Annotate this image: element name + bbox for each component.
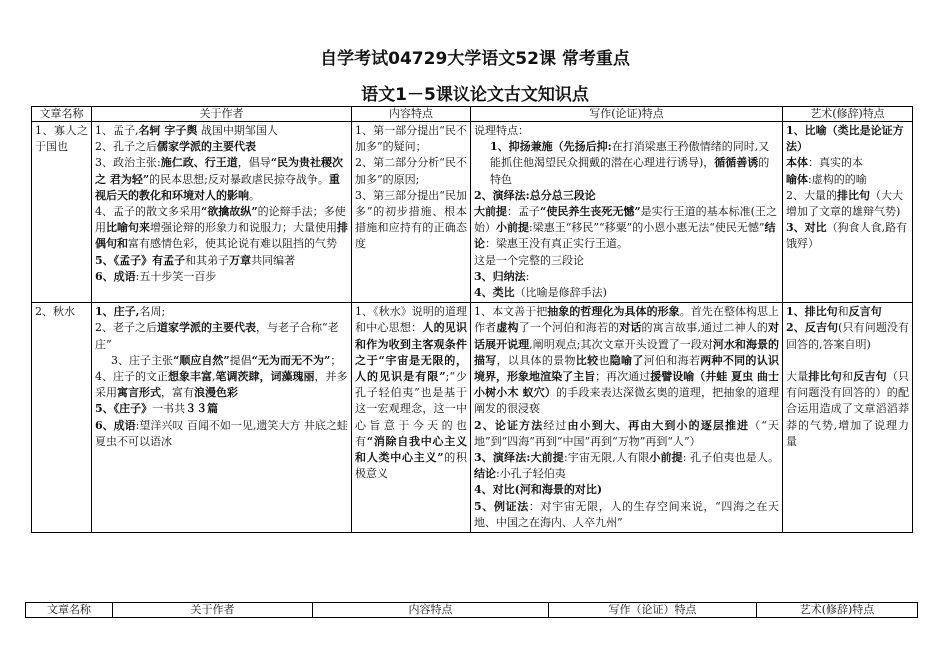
paragraph	[786, 155, 909, 171]
text: ，以具体的景物	[496, 353, 576, 367]
paragraph	[355, 304, 467, 482]
text: 一书共	[152, 402, 186, 416]
bold-text: 名轲 字子舆	[138, 124, 198, 137]
bold-text: 2、论证方法	[474, 418, 544, 432]
writing-cell	[471, 122, 783, 303]
paragraph	[95, 123, 348, 139]
text: ，并多采用	[95, 370, 348, 400]
document-subtitle: 语文1－5课议论文古文知识点	[361, 85, 589, 105]
text: 名周;	[139, 305, 166, 319]
bold-text: 想象丰富	[168, 370, 212, 384]
paragraph	[95, 353, 348, 369]
text: 的特色	[490, 156, 770, 186]
bold-text: 由小到大、再由大到小的逐层推进	[567, 418, 750, 432]
author-cell	[92, 122, 352, 303]
text: ，与老子合称“老庄”	[95, 321, 339, 351]
bold-text: 小前提	[649, 451, 683, 465]
bold-text: 大前提	[474, 205, 507, 219]
table-row	[32, 303, 913, 533]
text: 的手段来表达深微玄奥的道理，把抽象的道理阐发的很浸亵	[474, 386, 779, 416]
bold-text: 6、成语	[95, 418, 136, 432]
header-about-author: 关于作者	[92, 107, 352, 122]
header-writing-features: 写作（论证）特点	[549, 603, 757, 618]
paragraph	[474, 304, 779, 417]
text: ：孟子	[507, 205, 540, 219]
text: ：真实的本	[808, 156, 863, 170]
header-writing-features: 写作(论证)特点	[471, 107, 783, 122]
header-article-name: 文章名称	[26, 603, 113, 618]
bold-text: 儒家学派的主要代表	[157, 140, 256, 154]
text: 4、庄子的文正	[95, 370, 168, 384]
text: （只有问题没有回答的）的配合运用造成了文章滔滔莽莽的气势,增加了说理力量	[786, 370, 910, 448]
text: 提倡	[229, 353, 252, 367]
bold-text: 万章	[229, 253, 252, 267]
paragraph	[786, 188, 909, 220]
bold-text: 1、庄子,	[95, 305, 140, 319]
paragraph	[786, 320, 909, 352]
text: 1、《秋水》说明的道理和中心思想：	[355, 305, 467, 335]
bold-text: 2、演绎法:总分总三段论	[474, 188, 596, 202]
paragraph	[474, 482, 779, 498]
paragraph	[786, 304, 909, 320]
bold-text: 抽象的哲理化为具体的形象	[547, 305, 680, 319]
bold-text: “欲擒故纵”	[201, 205, 258, 219]
bold-text: 大前提	[530, 451, 564, 465]
art-cell	[783, 122, 913, 303]
paragraph	[786, 123, 909, 155]
paragraph	[474, 188, 779, 204]
paragraph	[355, 123, 467, 155]
text: 2、孔子之后	[95, 140, 157, 154]
bold-text: 4、对比(河和海景的对比)	[474, 483, 603, 497]
next-table-header	[25, 602, 918, 618]
bold-text: 结论	[474, 221, 776, 251]
paragraph	[355, 188, 467, 253]
bold-text: 笔调茨肆，词藻瑰丽	[215, 370, 315, 384]
text: 在打消梁惠王矜傲情绪的同时,又能抓住他渴望民众拥戴的潜在心理进行诱导)，	[490, 140, 770, 170]
text: 1、第一部分提出“民不加多”的疑问；	[355, 124, 467, 154]
bold-text: 本体	[786, 156, 808, 170]
bold-text: 排偶句和	[95, 221, 348, 251]
paragraph	[786, 353, 909, 369]
text: 是实行王道的基本标准(王之始）	[474, 205, 777, 235]
bold-text: 1、抑扬兼施（先扬后抑:	[490, 140, 612, 154]
text: ，倡导	[237, 156, 271, 170]
bold-text: 隐喻了	[609, 353, 644, 367]
bold-text: 喻体	[786, 172, 808, 186]
text: 的民本思想;反对暴政虐民掠夺战争。	[149, 172, 329, 186]
paragraph	[474, 253, 779, 269]
bold-text: “使民养生丧死无憾”	[540, 205, 641, 219]
text: ,阐明观点;其次文章开头设置了一段对	[529, 337, 713, 351]
bold-text: 结论	[474, 467, 496, 481]
paragraph	[474, 204, 779, 253]
text: 2、第二部分分析“民不加多”的原因;	[355, 156, 467, 186]
bold-text: 1、比喻（类比是论证方法）	[786, 124, 904, 154]
text: :宇宙无限,人有限	[563, 451, 650, 465]
text: （狗食人食,路有饿殍）	[786, 221, 908, 251]
header-art-features: 艺术(修辞)特点	[757, 603, 918, 618]
content-cell	[352, 122, 471, 303]
text: 。	[249, 188, 260, 202]
text: 这是一个完整的三段论	[474, 253, 584, 267]
bold-text: 3、对比	[786, 221, 827, 235]
bold-text: 两种不同的认识境界，形象地渲染了主旨	[474, 353, 780, 384]
text: ；再次通过	[595, 370, 651, 384]
bold-text: 5、例证法	[474, 499, 529, 513]
paragraph	[95, 320, 348, 352]
text: :小孔子轻伯夷	[496, 467, 566, 481]
bold-text: 5、《孟子》有孟子	[95, 253, 186, 267]
bold-text: 寓言形式	[117, 386, 161, 400]
text: 也	[598, 353, 610, 367]
bold-text: 2、反吉句	[786, 321, 839, 335]
bold-text: 排比句	[837, 188, 870, 202]
text: (只有问题没有回答的,答案自明)	[786, 321, 910, 351]
paragraph	[474, 285, 779, 301]
paragraph	[474, 269, 779, 285]
text: :五十步笑一百步	[135, 269, 217, 283]
bold-text: 6、成语	[95, 269, 136, 283]
text: 3、政治主张:	[95, 156, 161, 170]
bold-text: 虚构	[496, 321, 519, 335]
text: 和	[842, 370, 854, 384]
header-about-author: 关于作者	[113, 603, 313, 618]
text: 战国中期邹国人	[197, 124, 278, 137]
bold-text: 浪漫色彩	[194, 386, 238, 400]
paragraph	[474, 418, 779, 450]
bold-text: 4、类比	[474, 286, 515, 300]
paragraph	[474, 450, 779, 482]
bold-text: ３３篇	[185, 402, 219, 416]
header-row	[32, 107, 913, 122]
bold-text: 5、《庄子》	[95, 402, 153, 416]
bold-text: “顺应自然”	[173, 353, 230, 367]
paragraph	[474, 139, 779, 188]
bold-text: 比较	[575, 353, 599, 367]
bold-text: 反吉句	[853, 370, 887, 384]
bold-text: 比喻句来	[106, 221, 150, 235]
bold-text: 重视后天的教化和环境对人的影响	[95, 172, 340, 202]
text: 2、老子之后	[95, 321, 157, 335]
text: :虚构的的喻	[808, 172, 867, 186]
text: 的积极意义	[355, 451, 468, 481]
bold-text: 对话展开说理	[474, 321, 780, 351]
document-title: 自学考试04729大学语文52课 常考重点	[320, 49, 630, 69]
text: 4、孟子的散文多采用	[95, 205, 201, 219]
text: ;“少孔子轻伯夷”也是基于这一宏观理念，这一中心旨意于今天的也有	[355, 370, 467, 448]
paragraph	[95, 418, 348, 450]
paragraph	[474, 499, 779, 531]
text: ：梁惠王没有真正实行王道。	[485, 237, 628, 251]
bold-text: 施仁政、行王道	[160, 156, 238, 170]
bold-text: 道家学派的主要代表	[157, 321, 256, 335]
text: （大大增加了文章的雄辩气势)	[786, 188, 903, 219]
bold-text: 排比句	[808, 370, 843, 384]
bold-text: 3、演绎法:	[474, 451, 531, 465]
paragraph	[786, 220, 909, 252]
bold-text: 循循善诱	[714, 156, 759, 170]
content-cell	[352, 303, 471, 533]
text: 增强论辩的形象力和说服力；大量使用	[150, 221, 337, 235]
text: 富有感情色彩，使其论说有难以阻挡的气势	[128, 237, 337, 251]
knowledge-table	[31, 106, 913, 533]
art-cell	[783, 303, 913, 533]
text: ，富有	[161, 386, 194, 400]
paragraph	[786, 369, 909, 450]
text: ；	[330, 353, 342, 367]
article-name-cell: 2、秋水	[32, 303, 92, 533]
header-content-features: 内容特点	[313, 603, 549, 618]
text: 1、本文善于把	[474, 305, 548, 319]
bold-text: 河水和海景的描写	[474, 337, 780, 367]
bold-text: 援譬设喻（井蛙 夏虫 曲士 小树小木 蚁穴）	[474, 370, 780, 400]
paragraph	[474, 123, 779, 139]
text: 的论辩手法；多使用	[95, 205, 346, 235]
header-content-features: 内容特点	[352, 107, 471, 122]
paragraph	[95, 304, 348, 320]
text: ,	[212, 370, 216, 384]
text: :	[525, 269, 530, 283]
bold-text: 小前提	[496, 221, 529, 235]
bold-text: 反言句	[848, 305, 882, 319]
writing-cell	[471, 303, 783, 533]
paragraph	[355, 155, 467, 187]
header-article-name: 文章名称	[32, 107, 92, 122]
text: 2、大量的	[786, 188, 837, 202]
paragraph	[95, 269, 348, 285]
bold-text: 人的见识和作为收到主客观条件之于“宇宙是无限的，人的见识是有限”	[355, 321, 468, 384]
text: : 孔子伯夷也是人。	[682, 451, 780, 465]
article-name-cell: 1、寡人之于国也	[32, 122, 92, 303]
text: 3、庄子主张	[111, 353, 173, 367]
text: 大量	[786, 370, 809, 384]
text: 河伯和海若	[643, 353, 701, 367]
text: :望洋兴叹 百闻不如一见,遗笑大方 井底之蛙 夏虫不可以语冰	[95, 418, 348, 448]
paragraph	[95, 253, 348, 269]
text: 。首先在整体构思上作者	[474, 305, 780, 335]
text: :梁惠王“移民”“移粟”的小恩小惠无法“使民无憾”	[529, 221, 765, 235]
bold-text: “民为贵社稷次之 君为轻”	[95, 156, 344, 186]
text: （比喻是修辞手法)	[514, 286, 607, 300]
bold-text: “消除自我中心主义和人类中心主义”	[355, 434, 468, 465]
text: 1、孟子,	[95, 124, 139, 137]
text: 共同编著	[251, 253, 296, 267]
text: ：对宇宙无限，人的生存空间来说，“四海之在天地、中国之在海内、人卒九州”	[474, 499, 780, 529]
bold-text: 1、排比句	[786, 305, 838, 319]
header-art-features: 艺术(修辞)特点	[783, 107, 913, 122]
paragraph	[786, 172, 909, 188]
paragraph	[95, 155, 348, 204]
text: 了一个河伯和海若的	[518, 321, 620, 335]
bold-text: 3、归纳法	[474, 269, 526, 283]
text: 3、第三部分提出“民加多”的初步措施、根本措施和应持有的正确态度	[355, 188, 467, 251]
text: 的寓言故事,通过二神人的	[641, 321, 769, 335]
paragraph	[95, 139, 348, 155]
bold-text: “无为而无不为”	[251, 353, 331, 367]
author-cell	[92, 303, 352, 533]
bold-text: 对话	[619, 321, 642, 335]
text: 说理特点：	[474, 124, 529, 137]
paragraph	[95, 401, 348, 417]
table-row	[32, 122, 913, 303]
paragraph	[95, 369, 348, 401]
text: 和其弟子	[185, 253, 230, 267]
text: 经过	[543, 418, 568, 432]
text: （“天地”到“四海”再到“中国”再到“万物”再到“人”）	[474, 418, 780, 448]
header-row	[26, 603, 918, 618]
paragraph	[95, 204, 348, 253]
text: 和	[837, 305, 849, 319]
